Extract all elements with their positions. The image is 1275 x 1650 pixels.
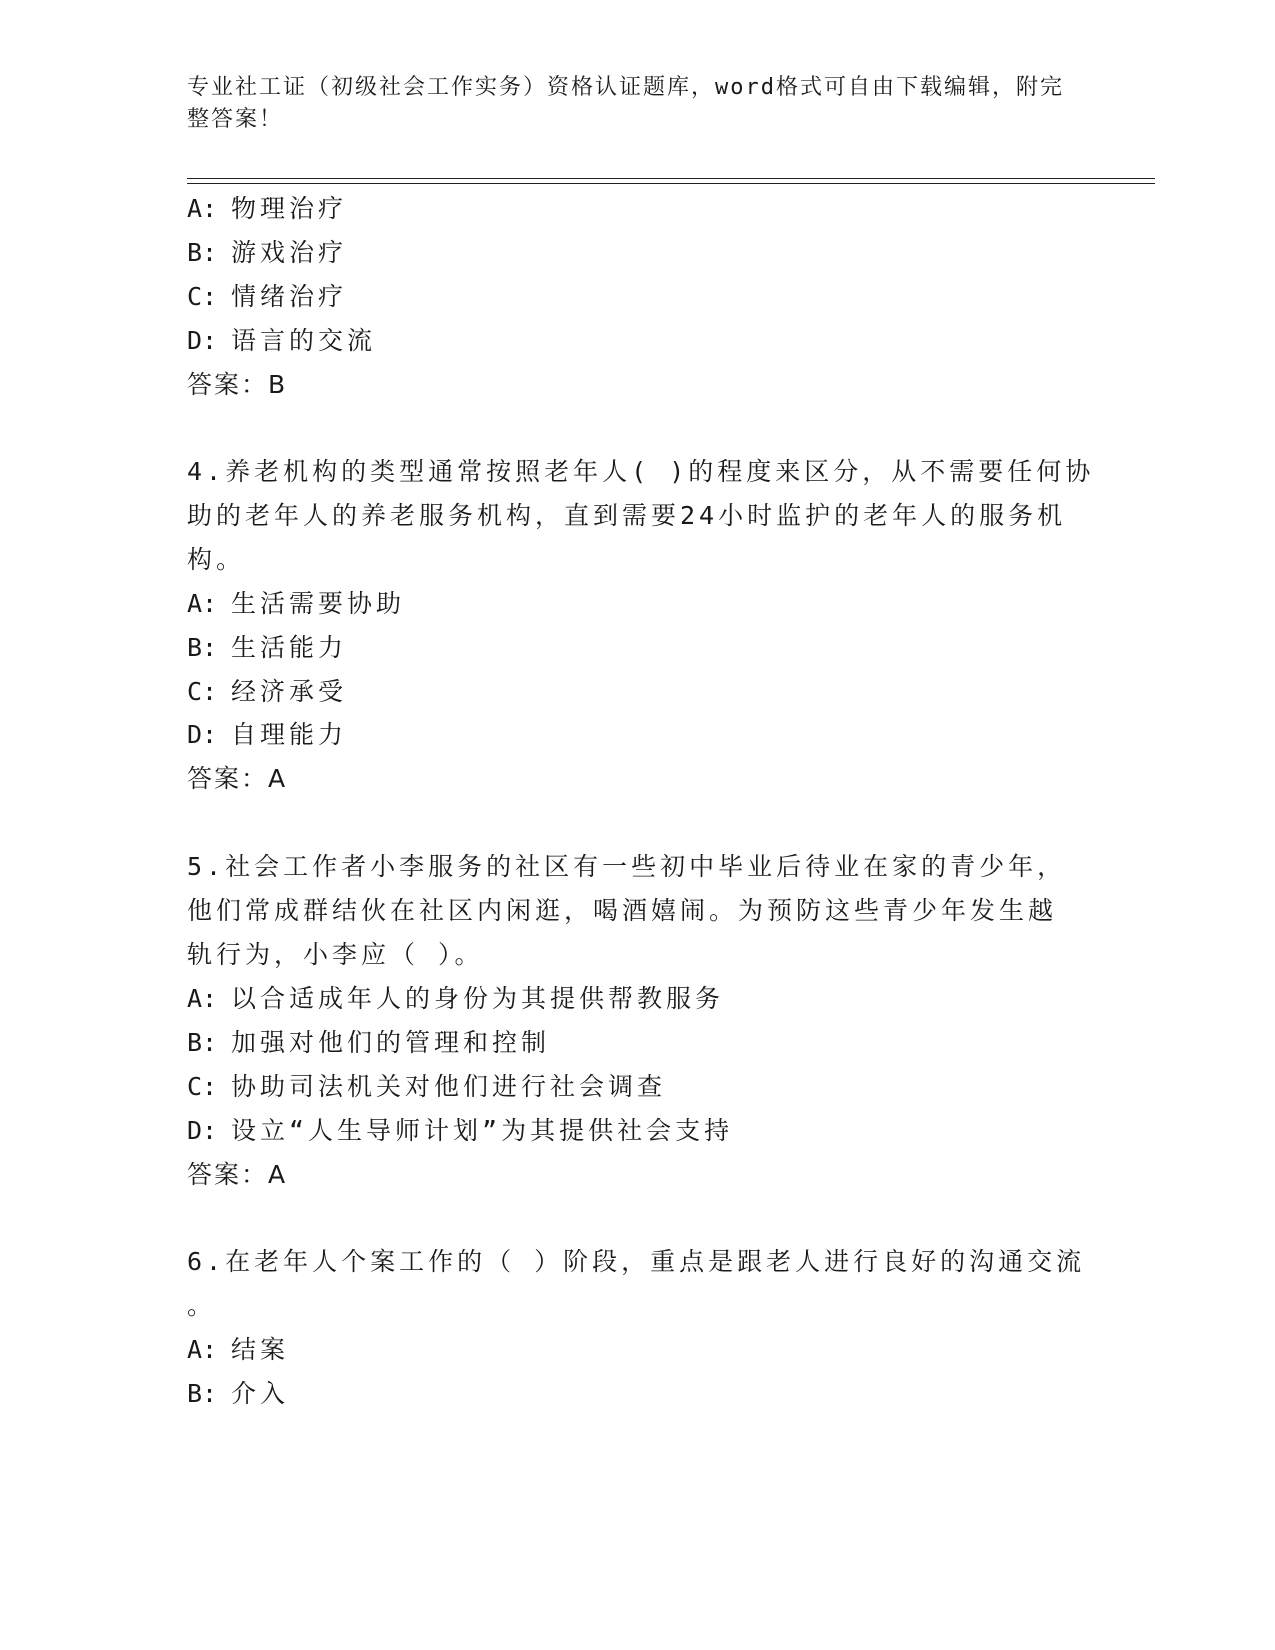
option-letter: A: [187, 589, 218, 618]
option-text: 结案 [231, 1335, 290, 1364]
option-text: 加强对他们的管理和控制 [231, 1028, 551, 1057]
option-letter: D: [187, 1116, 218, 1145]
page-header: 专业社工证（初级社会工作实务）资格认证题库，word格式可自由下载编辑，附完整答案！ [187, 75, 1064, 132]
option-letter: D: [187, 326, 218, 355]
answer-value: A [268, 764, 288, 793]
q3-option-a [187, 192, 347, 226]
option-letter: C: [187, 282, 218, 311]
option-text: 游戏治疗 [231, 238, 348, 267]
answer-label: 答案： [187, 764, 269, 793]
q4-stem-line-1: 4.养老机构的类型通常按照老年人( )的程度来区分，从不需要任何协 [187, 457, 1095, 486]
option-letter: C: [187, 677, 218, 706]
option-text: 协助司法机关对他们进行社会调查 [231, 1072, 667, 1101]
answer-value: A [268, 1160, 288, 1189]
option-letter: A: [187, 194, 218, 223]
option-text: 物理治疗 [231, 194, 348, 223]
option-letter: B: [187, 238, 218, 267]
q3-option-d [187, 324, 376, 358]
q3-option-b [187, 236, 347, 270]
q5-answer [187, 1158, 287, 1192]
option-text: 介入 [231, 1379, 290, 1408]
q4-stem-line-2: 助的老年人的养老服务机构，直到需要24小时监护的老年人的服务机 [187, 501, 1067, 530]
option-text: 语言的交流 [231, 326, 377, 355]
option-letter: B: [187, 633, 218, 662]
option-letter: A: [187, 1335, 218, 1364]
q5-stem-line-2: 他们常成群结伙在社区内闲逛，喝酒嬉闹。为预防这些青少年发生越 [187, 896, 1058, 925]
q5-stem-line-3: 轨行为，小李应（ ）。 [187, 940, 484, 969]
option-text: 经济承受 [231, 677, 348, 706]
option-text: 生活能力 [231, 633, 348, 662]
answer-value: B [268, 370, 288, 399]
q3-answer [187, 368, 287, 402]
option-letter: B: [187, 1379, 218, 1408]
option-letter: D: [187, 720, 218, 749]
q6-option-a [187, 1333, 289, 1367]
q6-stem-line-1: 6.在老年人个案工作的（ ）阶段，重点是跟老人进行良好的沟通交流 [187, 1247, 1086, 1276]
q5-option-d [187, 1114, 733, 1148]
q4-stem-line-3: 构。 [187, 545, 246, 574]
option-text: 以合适成年人的身份为其提供帮教服务 [231, 984, 725, 1013]
q4-option-a [187, 587, 405, 621]
header-rule-top [187, 178, 1155, 179]
q6-option-b [187, 1377, 289, 1411]
q5-option-a [187, 982, 724, 1016]
q3-option-c [187, 280, 347, 314]
option-letter: B: [187, 1028, 218, 1057]
q4-option-d [187, 718, 347, 752]
option-letter: C: [187, 1072, 218, 1101]
q4-answer [187, 762, 287, 796]
option-letter: A: [187, 984, 218, 1013]
q4-option-b [187, 631, 347, 665]
answer-label: 答案： [187, 1160, 269, 1189]
answer-label: 答案： [187, 370, 269, 399]
header-rule-bottom [187, 183, 1155, 184]
option-text: 自理能力 [231, 720, 348, 749]
q5-option-b [187, 1026, 550, 1060]
q4-option-c [187, 675, 347, 709]
option-text: 情绪治疗 [231, 282, 348, 311]
option-text: 设立“人生导师计划”为其提供社会支持 [231, 1116, 734, 1145]
q5-stem-line-1: 5.社会工作者小李服务的社区有一些初中毕业后待业在家的青少年， [187, 852, 1067, 881]
q5-option-c [187, 1070, 666, 1104]
option-text: 生活需要协助 [231, 589, 406, 618]
q6-stem-line-2: 。 [187, 1291, 217, 1320]
